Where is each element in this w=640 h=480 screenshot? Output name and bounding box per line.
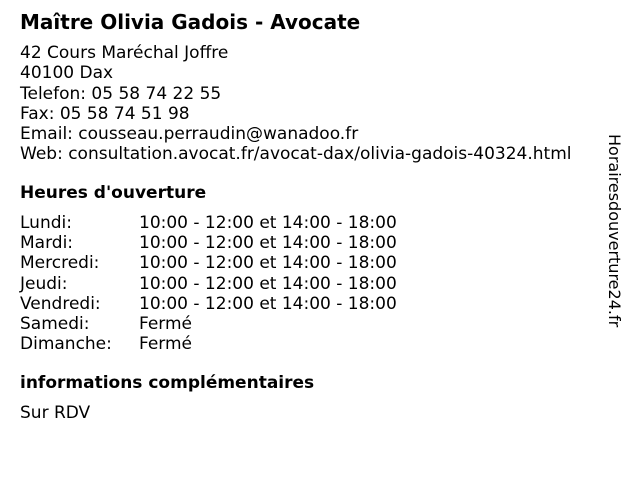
address-block <box>20 43 571 165</box>
extra-info-text: Sur RDV <box>20 403 91 423</box>
time-value: 10:00 - 12:00 et 14:00 - 18:00 <box>139 293 397 314</box>
time-value: 10:00 - 12:00 et 14:00 - 18:00 <box>139 253 397 274</box>
day-label: Mercredi: <box>20 253 100 274</box>
time-value: 10:00 - 12:00 et 14:00 - 18:00 <box>139 233 397 254</box>
day-label: Lundi: <box>20 213 72 233</box>
time-value: Fermé <box>139 314 193 335</box>
day-label: Jeudi: <box>20 273 68 294</box>
page-title: Maître Olivia Gadois - Avocate <box>20 10 361 34</box>
day-label: Vendredi: <box>20 293 101 314</box>
time-value: 10:00 - 12:00 et 14:00 - 18:00 <box>139 273 397 294</box>
day-label: Mardi: <box>20 233 74 254</box>
hours-table <box>20 213 397 354</box>
time-value: 10:00 - 12:00 et 14:00 - 18:00 <box>139 213 397 233</box>
street-address: 42 Cours Maréchal Joffre <box>20 43 229 63</box>
side-brand-watermark: Horairesdouverture24.fr <box>605 134 624 328</box>
extra-info-heading: informations complémentaires <box>20 373 315 393</box>
hours-row-saturday <box>20 314 397 334</box>
hours-row-friday <box>20 294 397 314</box>
phone-number: Telefon: 05 58 74 22 55 <box>20 83 222 104</box>
city: 40100 Dax <box>20 63 114 84</box>
hours-row-sunday <box>20 334 397 354</box>
hours-row-thursday <box>20 274 397 294</box>
hours-row-wednesday <box>20 253 397 273</box>
time-value: Fermé <box>139 334 193 355</box>
hours-heading: Heures d'ouverture <box>20 183 207 203</box>
website-url: Web: consultation.avocat.fr/avocat-dax/olivia-gadois-40324.html <box>20 144 572 165</box>
fax-number: Fax: 05 58 74 51 98 <box>20 103 190 124</box>
hours-row-tuesday <box>20 233 397 253</box>
hours-row-monday <box>20 213 397 233</box>
day-label: Dimanche: <box>20 334 112 355</box>
day-label: Samedi: <box>20 314 90 335</box>
email-address: Email: cousseau.perraudin@wanadoo.fr <box>20 124 359 145</box>
